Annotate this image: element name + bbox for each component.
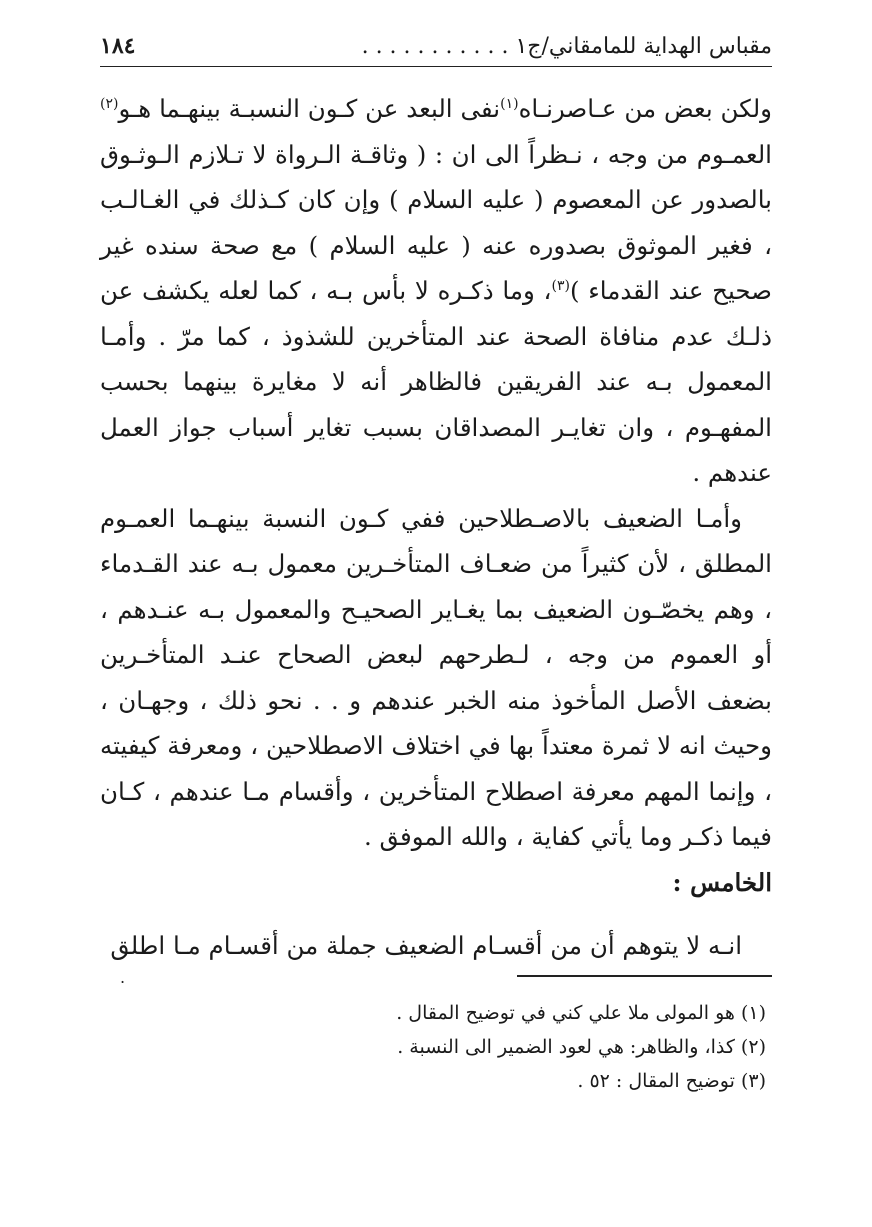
page-number: ١٨٤ <box>100 33 136 59</box>
paragraph-3: انـه لا يتوهم أن من أقسـام الضعيف جملة من أقسـام مـا اطلق <box>110 931 742 960</box>
stray-dot: . <box>120 968 126 987</box>
text-run: ولكن بعض من عـاصرنـاه <box>518 94 772 123</box>
text-run: العمـوم من وجه ، نـظراً الى ان : ( وثاقـة الـرواة لا تـلازم الـوثـوق بالصدور عن المعصوم ( عليه السلام ) وإن كان كـذلك في الغـالـب ، فغير الموثوق بصدوره عنه ( عليه السلام ) مع صحة سنده غير صحيح عند القدماء ) <box>100 139 772 305</box>
footnote-1: (١) هو المولى ملا علي كني في توضيح المقال . <box>396 1002 766 1024</box>
footnote-2: (٢) كذا، والظاهر: هي لعود الضمير الى النسبة . <box>397 1036 766 1058</box>
paragraph-1 <box>100 86 772 496</box>
text-run: ، وما ذكـره لا بأس بـه ، كما لعله يكشف عن ذلـك عدم منافاة الصحة عند المتأخرين للشذوذ ، كما مرّ . وأمـا المعمول بـه عند الفريقين فالظاهر أنه لا مغايرة بينهما بحسب المفهـوم ، وان تغايـر المصداقان بسبب تغاير أسباب جواز العمل عندهم . <box>100 276 772 487</box>
section-heading: الخامس : <box>672 867 772 897</box>
paragraph-2: وأمـا الضعيف بالاصـطلاحين ففي كـون النسبة بينهـما العمـوم المطلق ، لأن كثيراً من ضعـاف المتأخـرين معمول بـه عند القـدماء ، وهم يخصّـون الضعيف بما يغـاير الصحيـح والمعمول بـه عنـدهم ، أو العموم من وجه ، لـطرحهم لبعض الصحاح عنـد المتأخـرين بضعف الأصل المأخوذ منه الخبر عندهم و . . نحو ذلك ، وجهـان ، وحيث انه لا ثمرة معتداً بها في اختلاف الاصطلاحين ، ومعرفة كيفيته ، وإنما المهم معرفة اصطلاح المتأخرين ، وأقسام مـا عندهم ، كـان فيما ذكـر وما يأتي كفاية ، والله الموفق . <box>100 503 772 851</box>
footnote-ref-3[interactable]: (٣) <box>551 277 570 294</box>
footnote-3: (٣) توضيح المقال : ٥٢ . <box>577 1070 766 1092</box>
page-header <box>100 26 772 67</box>
running-title <box>356 34 772 59</box>
header-dots: . . . . . . . . . . . <box>361 33 509 59</box>
footnotes <box>100 996 766 1098</box>
footnote-ref-2[interactable]: (٢) <box>100 95 119 112</box>
running-title-text: مقباس الهداية للمامقاني/ج١ <box>515 33 772 59</box>
footnote-ref-1[interactable]: (١) <box>500 95 519 112</box>
text-run: نفى البعد عن كـون النسبـة بينهـما هـو <box>118 94 501 123</box>
main-text <box>100 86 772 969</box>
footnote-divider <box>517 975 772 977</box>
